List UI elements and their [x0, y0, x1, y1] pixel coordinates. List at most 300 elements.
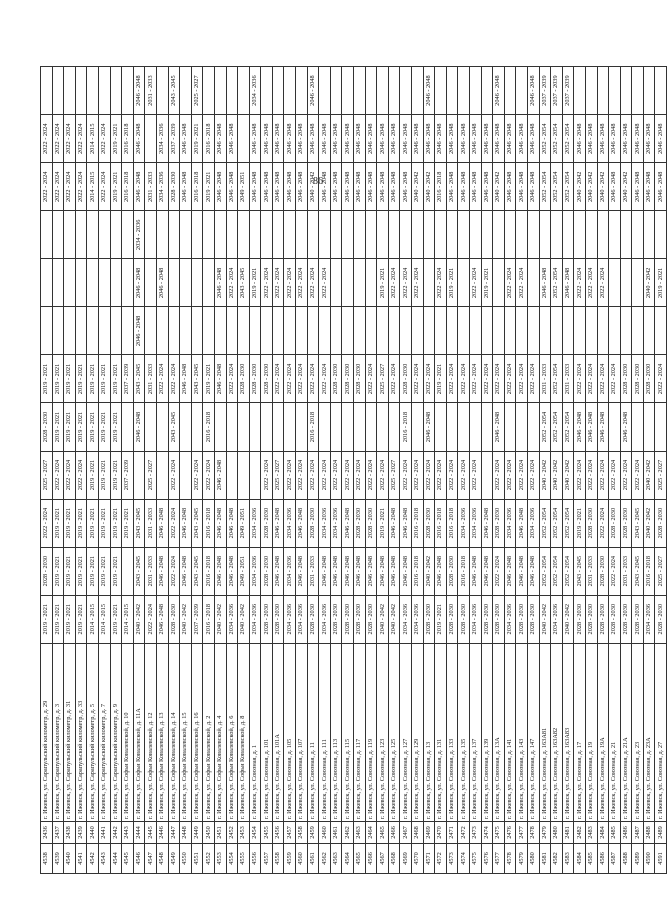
- period-cell: 2022 - 2024: [504, 451, 516, 499]
- period-cell: [87, 211, 99, 259]
- row-number-cell: 4544: [110, 843, 122, 873]
- period-cell: 2022 - 2024: [203, 451, 215, 499]
- period-cell: 2046 - 2048: [493, 67, 505, 115]
- period-cell: 2040 - 2042: [377, 595, 389, 643]
- period-cell: 2046 - 2048: [516, 499, 528, 547]
- period-cell: 2046 - 2048: [504, 547, 516, 595]
- table-row: [458, 67, 470, 874]
- row-number-cell: 4552: [203, 843, 215, 873]
- code-cell: 2461: [330, 821, 342, 843]
- period-cell: 2022 - 2024: [307, 355, 319, 403]
- table-row: [493, 67, 505, 874]
- table-row: [214, 67, 226, 874]
- period-cell: 2028 - 2030: [643, 355, 655, 403]
- period-cell: [52, 211, 64, 259]
- code-cell: 2481: [562, 821, 574, 843]
- period-cell: [423, 259, 435, 307]
- table-row: [643, 67, 655, 874]
- period-cell: 2028 - 2030: [585, 499, 597, 547]
- period-cell: 2046 - 2048: [493, 403, 505, 451]
- period-cell: 2016 - 2018: [412, 547, 424, 595]
- period-cell: 2046 - 2048: [469, 547, 481, 595]
- address-cell: г. Ижевск, ул. Сарапульский километр, д. 31: [64, 643, 76, 821]
- period-cell: 2022 - 2024: [226, 355, 238, 403]
- period-cell: [214, 403, 226, 451]
- period-cell: 2016 - 2018: [203, 115, 215, 163]
- period-cell: [354, 67, 366, 115]
- period-cell: 2031 - 2033: [145, 499, 157, 547]
- period-cell: 2022 - 2024: [377, 451, 389, 499]
- period-cell: [249, 403, 261, 451]
- period-cell: 2040 - 2042: [539, 451, 551, 499]
- period-cell: [632, 403, 644, 451]
- period-cell: 2046 - 2048: [226, 115, 238, 163]
- period-cell: 2052 - 2054: [539, 163, 551, 211]
- period-cell: 2034 - 2036: [551, 595, 563, 643]
- period-cell: [168, 211, 180, 259]
- period-cell: 2019 - 2021: [110, 595, 122, 643]
- period-cell: 2022 - 2024: [388, 355, 400, 403]
- period-cell: 2016 - 2018: [122, 115, 134, 163]
- period-cell: 2034 - 2036: [249, 67, 261, 115]
- period-cell: 2046 - 2048: [156, 595, 168, 643]
- period-cell: [423, 307, 435, 355]
- period-cell: 2046 - 2048: [330, 115, 342, 163]
- period-cell: 2040 - 2042: [562, 451, 574, 499]
- period-cell: 2022 - 2024: [504, 355, 516, 403]
- period-cell: [632, 211, 644, 259]
- period-cell: [493, 307, 505, 355]
- period-cell: 2022 - 2024: [527, 355, 539, 403]
- period-cell: 2022 - 2024: [412, 451, 424, 499]
- period-cell: [272, 211, 284, 259]
- period-cell: 2019 - 2021: [87, 547, 99, 595]
- period-cell: 2022 - 2024: [98, 163, 110, 211]
- address-cell: г. Ижевск, ул. Союзная, д. 129: [412, 643, 424, 821]
- period-cell: [539, 211, 551, 259]
- table-row: [168, 67, 180, 874]
- period-cell: 2046 - 2048: [574, 403, 586, 451]
- period-cell: 2022 - 2024: [493, 451, 505, 499]
- period-cell: 2019 - 2021: [110, 403, 122, 451]
- period-cell: 2019 - 2021: [75, 547, 87, 595]
- address-cell: г. Ижевск, ул. Союзная, д. 115: [342, 643, 354, 821]
- period-cell: [75, 67, 87, 115]
- period-cell: 2022 - 2024: [168, 355, 180, 403]
- period-cell: 2046 - 2048: [365, 163, 377, 211]
- period-cell: 2046 - 2048: [284, 115, 296, 163]
- period-cell: [180, 451, 192, 499]
- period-cell: 2022 - 2024: [354, 451, 366, 499]
- period-cell: 2040 - 2042: [643, 499, 655, 547]
- period-cell: [272, 307, 284, 355]
- table-row: [87, 67, 99, 874]
- table-row: [609, 67, 621, 874]
- period-cell: 2034 - 2036: [133, 211, 145, 259]
- period-cell: 2052 - 2054: [562, 499, 574, 547]
- period-cell: [377, 403, 389, 451]
- period-cell: 2028 - 2030: [655, 595, 667, 643]
- row-number-cell: 4549: [168, 843, 180, 873]
- period-cell: 2052 - 2054: [551, 115, 563, 163]
- row-number-cell: 4578: [504, 843, 516, 873]
- address-cell: г. Ижевск, ул. Союзная, д. 143: [516, 643, 528, 821]
- period-cell: 2022 - 2024: [319, 355, 331, 403]
- period-cell: 2022 - 2024: [423, 451, 435, 499]
- period-cell: 2019 - 2021: [435, 595, 447, 643]
- period-cell: 2046 - 2048: [319, 163, 331, 211]
- period-cell: 2016 - 2018: [446, 499, 458, 547]
- address-cell: г. Ижевск, ул. Союзная, д. 139: [481, 643, 493, 821]
- address-cell: г. Ижевск, ул. Софьи Ковалевской, д. 13: [156, 643, 168, 821]
- period-cell: 2046 - 2048: [319, 115, 331, 163]
- period-cell: 2025 - 2027: [655, 451, 667, 499]
- period-cell: [412, 307, 424, 355]
- period-cell: [388, 307, 400, 355]
- period-cell: [342, 307, 354, 355]
- code-cell: 2458: [296, 821, 308, 843]
- row-number-cell: 4584: [574, 843, 586, 873]
- table-row: [354, 67, 366, 874]
- address-cell: г. Ижевск, ул. Софьи Ковалевской, д. 10: [122, 643, 134, 821]
- period-cell: 2046 - 2048: [133, 259, 145, 307]
- address-cell: г. Ижевск, ул. Союзная, д. 23: [632, 643, 644, 821]
- period-cell: [458, 307, 470, 355]
- period-cell: 2046 - 2048: [388, 115, 400, 163]
- address-cell: г. Ижевск, ул. Союзная, д. 133: [446, 643, 458, 821]
- period-cell: [168, 259, 180, 307]
- row-number-cell: 4541: [75, 843, 87, 873]
- period-cell: 2043 - 2045: [133, 499, 145, 547]
- period-cell: 2046 - 2048: [446, 163, 458, 211]
- period-cell: [284, 403, 296, 451]
- period-cell: 2022 - 2024: [168, 499, 180, 547]
- period-cell: [319, 211, 331, 259]
- period-cell: [203, 307, 215, 355]
- row-number-cell: 4542: [87, 843, 99, 873]
- period-cell: 2019 - 2021: [377, 259, 389, 307]
- row-number-cell: 4545: [122, 843, 134, 873]
- period-cell: [330, 259, 342, 307]
- period-cell: [597, 67, 609, 115]
- period-cell: 2046 - 2048: [597, 115, 609, 163]
- period-cell: 2022 - 2024: [597, 451, 609, 499]
- table-row: [435, 67, 447, 874]
- period-cell: 2046 - 2048: [354, 163, 366, 211]
- period-cell: [446, 211, 458, 259]
- address-cell: г. Ижевск, ул. Сарапульский километр, д. 29: [41, 643, 53, 821]
- table-row: [203, 67, 215, 874]
- period-cell: 2052 - 2054: [551, 355, 563, 403]
- period-cell: 2046 - 2048: [261, 115, 273, 163]
- period-cell: 2019 - 2021: [203, 355, 215, 403]
- period-cell: [87, 307, 99, 355]
- row-number-cell: 4579: [516, 843, 528, 873]
- period-cell: [435, 211, 447, 259]
- period-cell: 2046 - 2048: [412, 115, 424, 163]
- period-cell: 2019 - 2021: [87, 355, 99, 403]
- period-cell: [620, 67, 632, 115]
- table-row: [655, 67, 667, 874]
- row-number-cell: 4572: [435, 843, 447, 873]
- period-cell: [516, 307, 528, 355]
- address-cell: г. Ижевск, ул. Софьи Ковалевской, д. 6: [226, 643, 238, 821]
- period-cell: 2022 - 2024: [365, 451, 377, 499]
- table-row: [261, 67, 273, 874]
- period-cell: 2034 - 2036: [527, 499, 539, 547]
- period-cell: [296, 211, 308, 259]
- period-cell: 2019 - 2021: [110, 499, 122, 547]
- row-number-cell: 4548: [156, 843, 168, 873]
- period-cell: [412, 211, 424, 259]
- period-cell: [110, 67, 122, 115]
- period-cell: [261, 211, 273, 259]
- period-cell: 2046 - 2048: [516, 163, 528, 211]
- period-cell: 2022 - 2024: [504, 259, 516, 307]
- row-number-cell: 4569: [400, 843, 412, 873]
- period-cell: 2022 - 2024: [168, 547, 180, 595]
- code-cell: 2451: [214, 821, 226, 843]
- period-cell: 2022 - 2024: [272, 355, 284, 403]
- period-cell: 2022 - 2024: [493, 547, 505, 595]
- address-cell: г. Ижевск, ул. Союзная, д. 119: [365, 643, 377, 821]
- address-cell: г. Ижевск, ул. Союзная, д. 111: [319, 643, 331, 821]
- period-cell: [655, 67, 667, 115]
- code-cell: 2483: [585, 821, 597, 843]
- period-cell: [122, 211, 134, 259]
- period-cell: 2046 - 2048: [180, 355, 192, 403]
- period-cell: [574, 211, 586, 259]
- period-cell: 2046 - 2048: [423, 115, 435, 163]
- period-cell: 2022 - 2024: [469, 259, 481, 307]
- code-cell: 2452: [226, 821, 238, 843]
- period-cell: 2028 - 2030: [446, 547, 458, 595]
- code-cell: 2478: [527, 821, 539, 843]
- period-cell: 2034 - 2036: [156, 163, 168, 211]
- code-cell: 2473: [469, 821, 481, 843]
- period-cell: 2025 - 2027: [272, 451, 284, 499]
- row-number-cell: 4557: [261, 843, 273, 873]
- period-cell: 2022 - 2024: [435, 451, 447, 499]
- period-cell: [458, 211, 470, 259]
- period-cell: 2019 - 2021: [110, 115, 122, 163]
- period-cell: 2028 - 2030: [423, 499, 435, 547]
- period-cell: 2019 - 2021: [435, 355, 447, 403]
- address-cell: г. Ижевск, ул. Союзная, д. 117: [354, 643, 366, 821]
- period-cell: [122, 307, 134, 355]
- address-cell: г. Ижевск, ул. Союзная, д. 137: [469, 643, 481, 821]
- period-cell: 2031 - 2033: [562, 355, 574, 403]
- address-cell: г. Ижевск, ул. Союзная, д. 113: [330, 643, 342, 821]
- row-number-cell: 4588: [620, 843, 632, 873]
- period-cell: 2022 - 2024: [52, 115, 64, 163]
- period-cell: [307, 307, 319, 355]
- table-row: [226, 67, 238, 874]
- period-cell: 2046 - 2048: [481, 499, 493, 547]
- period-cell: [319, 403, 331, 451]
- period-cell: [191, 307, 203, 355]
- row-number-cell: 4576: [481, 843, 493, 873]
- period-cell: 2028 - 2030: [354, 499, 366, 547]
- address-cell: г. Ижевск, ул. Софьи Ковалевской, д. 14: [168, 643, 180, 821]
- period-cell: [110, 307, 122, 355]
- period-cell: 2016 - 2018: [435, 163, 447, 211]
- code-cell: 2460: [319, 821, 331, 843]
- period-cell: 2034 - 2036: [412, 595, 424, 643]
- code-cell: 2444: [133, 821, 145, 843]
- period-cell: [41, 259, 53, 307]
- period-cell: 2046 - 2048: [620, 403, 632, 451]
- period-cell: 2022 - 2024: [41, 499, 53, 547]
- period-cell: 2022 - 2024: [98, 115, 110, 163]
- period-cell: 2046 - 2048: [133, 115, 145, 163]
- period-cell: [493, 211, 505, 259]
- period-cell: [226, 307, 238, 355]
- code-cell: 2439: [75, 821, 87, 843]
- period-cell: [226, 403, 238, 451]
- period-cell: [122, 403, 134, 451]
- row-number-cell: 4580: [527, 843, 539, 873]
- row-number-cell: 4555: [238, 843, 250, 873]
- period-cell: 2028 - 2030: [168, 163, 180, 211]
- period-cell: 2019 - 2021: [75, 595, 87, 643]
- row-number-cell: 4563: [330, 843, 342, 873]
- table-row: [469, 67, 481, 874]
- period-cell: 2034 - 2036: [226, 595, 238, 643]
- period-cell: 2022 - 2024: [400, 259, 412, 307]
- period-cell: 2028 - 2030: [261, 499, 273, 547]
- period-cell: [620, 259, 632, 307]
- period-cell: 2028 - 2030: [632, 595, 644, 643]
- period-cell: 2022 - 2024: [585, 355, 597, 403]
- period-cell: [469, 67, 481, 115]
- table-row: [145, 67, 157, 874]
- period-cell: 2046 - 2048: [133, 403, 145, 451]
- period-cell: [191, 403, 203, 451]
- period-cell: 2022 - 2024: [41, 115, 53, 163]
- period-cell: 2028 - 2030: [261, 595, 273, 643]
- period-cell: [574, 67, 586, 115]
- period-cell: 2022 - 2024: [585, 451, 597, 499]
- period-cell: 2040 - 2042: [493, 163, 505, 211]
- period-cell: [214, 211, 226, 259]
- period-cell: 2022 - 2024: [574, 259, 586, 307]
- period-cell: 2019 - 2021: [64, 547, 76, 595]
- period-cell: 2019 - 2021: [41, 595, 53, 643]
- period-cell: 2022 - 2024: [191, 451, 203, 499]
- period-cell: [365, 403, 377, 451]
- period-cell: 2022 - 2024: [597, 355, 609, 403]
- row-number-cell: 4581: [539, 843, 551, 873]
- period-cell: 2040 - 2042: [133, 595, 145, 643]
- table-row: [446, 67, 458, 874]
- period-cell: [272, 67, 284, 115]
- address-cell: г. Ижевск, ул. Союзная, д. 19А: [597, 643, 609, 821]
- period-cell: 2034 - 2036: [469, 595, 481, 643]
- row-number-cell: 4562: [319, 843, 331, 873]
- period-cell: [75, 211, 87, 259]
- address-cell: г. Ижевск, ул. Союзная, д. 105: [284, 643, 296, 821]
- period-cell: [377, 211, 389, 259]
- period-cell: 2046 - 2048: [272, 163, 284, 211]
- period-cell: 2052 - 2054: [539, 115, 551, 163]
- period-cell: 2019 - 2021: [41, 355, 53, 403]
- address-cell: г. Ижевск, ул. Софьи Ковалевской, д. 12: [145, 643, 157, 821]
- period-cell: 2043 - 2045: [632, 499, 644, 547]
- period-cell: 2028 - 2030: [365, 595, 377, 643]
- period-cell: 2049 - 2051: [238, 547, 250, 595]
- period-cell: [481, 451, 493, 499]
- address-cell: г. Ижевск, ул. Софьи Ковалевской, д. 8: [238, 643, 250, 821]
- period-cell: 2046 - 2048: [226, 163, 238, 211]
- period-cell: 2028 - 2030: [307, 499, 319, 547]
- code-cell: 2450: [203, 821, 215, 843]
- period-cell: 2016 - 2018: [122, 163, 134, 211]
- period-cell: 2019 - 2021: [52, 403, 64, 451]
- period-cell: 2022 - 2024: [632, 451, 644, 499]
- period-cell: 2046 - 2048: [133, 307, 145, 355]
- period-cell: 2034 - 2036: [284, 547, 296, 595]
- period-cell: 2019 - 2021: [87, 403, 99, 451]
- period-cell: [168, 307, 180, 355]
- period-cell: [516, 67, 528, 115]
- period-cell: 2031 - 2033: [307, 547, 319, 595]
- period-cell: [64, 67, 76, 115]
- period-cell: 2052 - 2054: [562, 163, 574, 211]
- address-cell: г. Ижевск, ул. Союзная, д. 101: [261, 643, 273, 821]
- period-cell: [609, 307, 621, 355]
- code-cell: 2455: [261, 821, 273, 843]
- period-cell: 2037 - 2039: [551, 67, 563, 115]
- period-cell: [516, 403, 528, 451]
- period-cell: 2019 - 2021: [110, 451, 122, 499]
- period-cell: 2046 - 2048: [319, 547, 331, 595]
- period-cell: 2028 - 2030: [516, 595, 528, 643]
- period-cell: 2046 - 2048: [342, 115, 354, 163]
- address-cell: г. Ижевск, ул. Союзная, д. 1: [249, 643, 261, 821]
- period-cell: [632, 67, 644, 115]
- period-cell: [597, 211, 609, 259]
- period-cell: 2034 - 2036: [249, 595, 261, 643]
- period-cell: [551, 211, 563, 259]
- row-number-cell: 4568: [388, 843, 400, 873]
- period-cell: 2046 - 2048: [527, 547, 539, 595]
- table-row: [156, 67, 168, 874]
- period-cell: 2019 - 2021: [655, 259, 667, 307]
- period-cell: 2019 - 2021: [98, 403, 110, 451]
- code-cell: 2453: [238, 821, 250, 843]
- period-cell: 2028 - 2030: [493, 499, 505, 547]
- period-cell: 2022 - 2024: [296, 355, 308, 403]
- row-number-cell: 4565: [354, 843, 366, 873]
- period-cell: 2046 - 2048: [296, 163, 308, 211]
- code-cell: 2488: [643, 821, 655, 843]
- period-cell: 2016 - 2018: [307, 403, 319, 451]
- period-cell: 2016 - 2018: [400, 403, 412, 451]
- period-cell: 2046 - 2048: [585, 115, 597, 163]
- period-cell: [238, 451, 250, 499]
- rotated-table-wrapper: [40, 66, 664, 874]
- address-cell: г. Ижевск, ул. Софьи Ковалевской, д. 11А: [133, 643, 145, 821]
- period-cell: [481, 307, 493, 355]
- period-cell: 2046 - 2048: [180, 547, 192, 595]
- period-cell: 2022 - 2024: [261, 259, 273, 307]
- period-cell: [446, 67, 458, 115]
- period-cell: [180, 211, 192, 259]
- period-cell: 2046 - 2048: [214, 115, 226, 163]
- period-cell: 2022 - 2024: [284, 451, 296, 499]
- period-cell: [365, 259, 377, 307]
